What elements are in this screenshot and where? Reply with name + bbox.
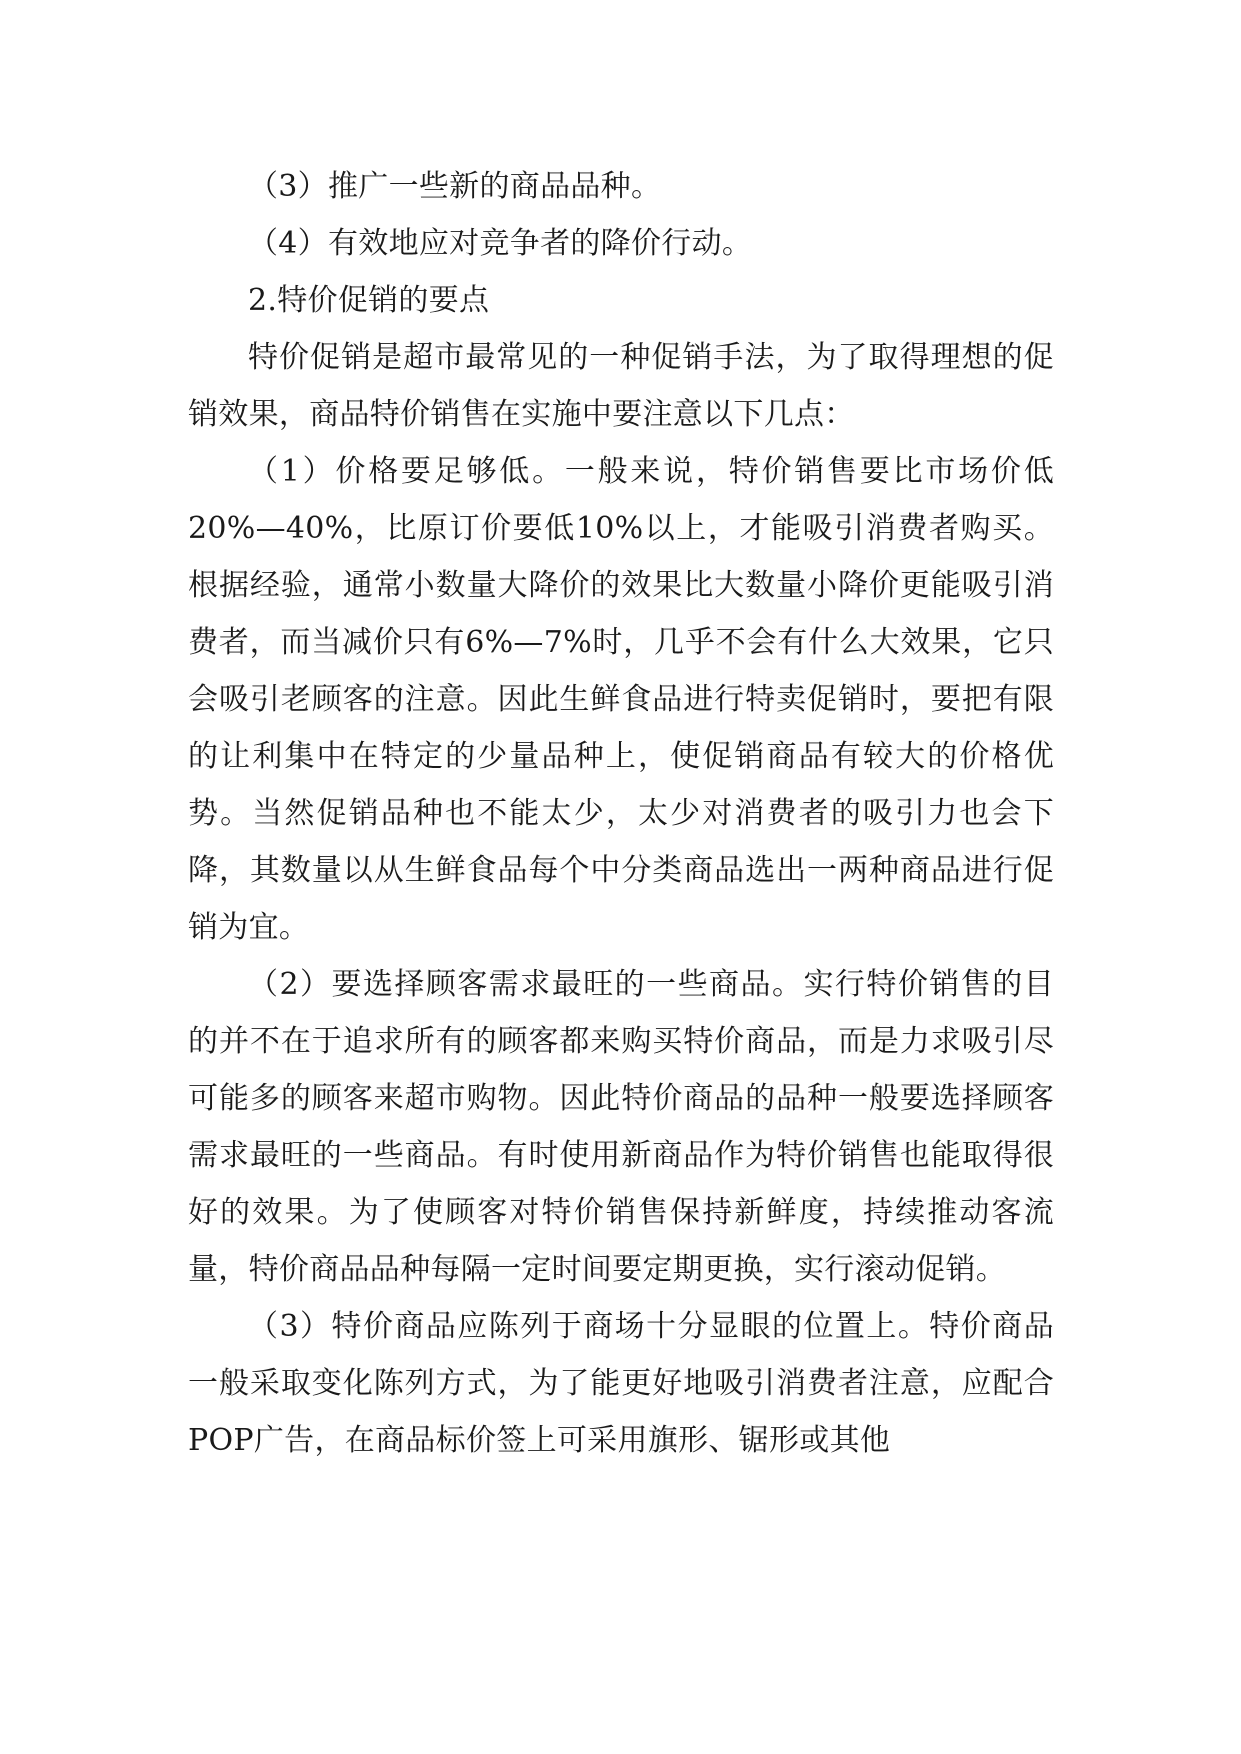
paragraph-promote-new-items: （3）推广一些新的商品品种。	[248, 169, 662, 204]
paragraph-point-3-prominent-display: （3）特价商品应陈列于商场十分显眼的位置上。特价商品一般采取变化陈列方式，为了能更好地吸引消费者注意，应配合POP广告，在商品标价签上可采用旗形、锯形或其他	[188, 1309, 1054, 1458]
section-heading-special-price-key-points: 2.特价促销的要点	[248, 283, 490, 318]
paragraph-counter-competitor-price-cuts: （4）有效地应对竞争者的降价行动。	[248, 226, 753, 261]
paragraph-special-price-intro: 特价促销是超市最常见的一种促销手法，为了取得理想的促销效果，商品特价销售在实施中要注意以下几点：	[188, 340, 1054, 432]
paragraph-point-1-price-low-enough: （1）价格要足够低。一般来说，特价销售要比市场价低20%—40%，比原订价要低10%以上，才能吸引消费者购买。根据经验，通常小数量大降价的效果比大数量小降价更能吸引消费者，而当减价只有6%—7%时，几乎不会有什么大效果，它只会吸引老顾客的注意。因此生鲜食品进行特卖促销时，要把有限的让利集中在特定的少量品种上，使促销商品有较大的价格优势。当然促销品种也不能太少，太少对消费者的吸引力也会下降，其数量以从生鲜食品每个中分类商品选出一两种商品进行促销为宜。	[188, 454, 1054, 945]
document-body	[188, 158, 1054, 1469]
paragraph-point-2-high-demand-items: （2）要选择顾客需求最旺的一些商品。实行特价销售的目的并不在于追求所有的顾客都来购买特价商品，而是力求吸引尽可能多的顾客来超市购物。因此特价商品的品种一般要选择顾客需求最旺的一些商品。有时使用新商品作为特价销售也能取得很好的效果。为了使顾客对特价销售保持新鲜度，持续推动客流量，特价商品品种每隔一定时间要定期更换，实行滚动促销。	[188, 967, 1054, 1287]
